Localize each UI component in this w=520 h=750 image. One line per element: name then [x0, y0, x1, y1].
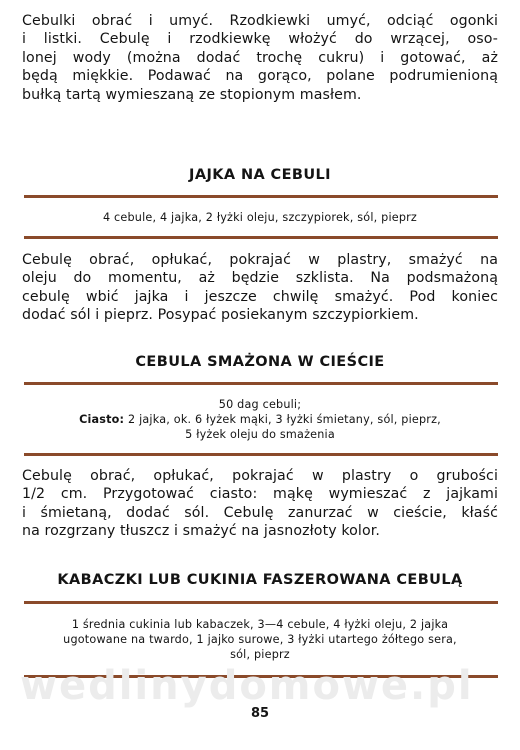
ingredients-label: Ciasto: [79, 413, 125, 426]
ingredients-line: sól, pieprz [230, 648, 290, 661]
recipe-title: KABACZKI LUB CUKINIA FASZEROWANA CEBULĄ [57, 572, 463, 588]
ingredients [22, 617, 498, 662]
text-line: 1/2 cm. Przygotować ciasto: mąkę wymieszać z jajkami [22, 486, 498, 503]
watermark: wedlinydomowe.pl [20, 663, 474, 709]
text-line: lonej wody (można dodać trochę cukru) i gotować, aż [22, 49, 498, 66]
divider [24, 382, 498, 385]
ingredients-line [22, 412, 498, 427]
text-line: oleju do momentu, aż będzie szklista. Na podsmażoną [22, 270, 498, 287]
text-line: bułką tartą wymieszaną ze stopionym masłem. [22, 86, 362, 103]
text-line: i listki. Cebulę i rzodkiewkę włożyć do wrzącej, oso- [22, 31, 498, 48]
recipe-title: CEBULA SMAŻONA W CIEŚCIE [135, 354, 385, 370]
recipe-method [22, 467, 498, 541]
text-line: na rozgrzany tłuszcz i smażyć na jasnozłoty kolor. [22, 523, 380, 540]
text-line: dodać sól i pieprz. Posypać posiekanym szczypiorkiem. [22, 307, 419, 324]
text-line: i śmietaną, dodać sól. Cebulę zanurzać w cieście, kłaść [22, 504, 498, 521]
ingredients-line: 50 dag cebuli; [218, 398, 302, 411]
ingredients-line: ugotowane na twardo, 1 jajko surowe, 3 łyżki utartego żółtego sera, [63, 633, 457, 646]
page-number: 85 [250, 706, 270, 721]
text-line: cebulę wbić jajka i jeszcze chwilę smażyć. Pod koniec [22, 288, 498, 305]
text-line: Cebulki obrać i umyć. Rzodkiewki umyć, odciąć ogonki [22, 13, 498, 29]
divider [24, 601, 498, 604]
divider [24, 195, 498, 198]
ingredients-line: 1 średnia cukinia lub kabaczek, 3—4 cebule, 4 łyżki oleju, 2 jajka [71, 618, 449, 631]
ingredients-text: 2 jajka, ok. 6 łyżek mąki, 3 łyżki śmietany, sól, pieprz, [124, 413, 441, 426]
text-line: Cebulę obrać, opłukać, pokrajać w plastry, smażyć na [22, 252, 498, 268]
divider [24, 453, 498, 456]
recipe-title: JAJKA NA CEBULI [189, 167, 331, 183]
text-line: będą miękkie. Podawać na gorąco, polane podrumienioną [22, 68, 498, 85]
intro-paragraph [22, 12, 498, 104]
ingredients-line: 5 łyżek oleju do smażenia [185, 428, 335, 441]
recipe-method [22, 251, 498, 325]
ingredients [22, 397, 498, 442]
divider [24, 236, 498, 239]
text-line: Cebulę obrać, opłukać, pokrajać w plastry o grubości [22, 468, 498, 484]
ingredients: 4 cebule, 4 jajka, 2 łyżki oleju, szczypiorek, sól, pieprz [102, 211, 418, 224]
